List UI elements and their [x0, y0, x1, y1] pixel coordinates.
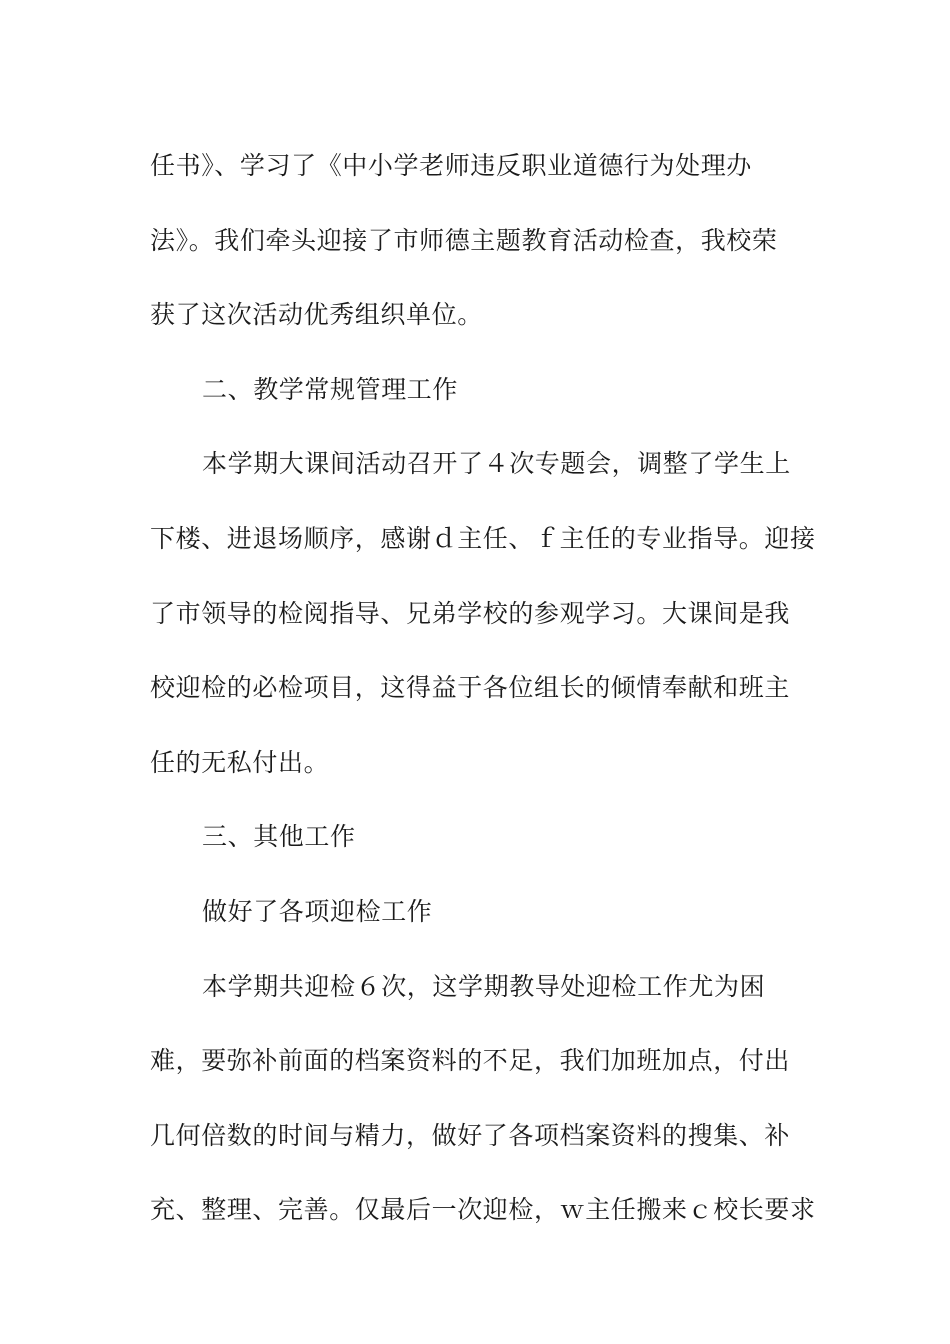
- text-line: 本学期共迎检６次，这学期教导处迎检工作尤为困: [202, 971, 766, 1001]
- text-line: 难，要弥补前面的档案资料的不足，我们加班加点，付出: [150, 1046, 791, 1076]
- subsection-heading: 做好了各项迎检工作: [202, 896, 433, 926]
- text-line: 获了这次活动优秀组织单位。: [150, 300, 483, 330]
- text-line: 了市领导的检阅指导、兄弟学校的参观学习。大课间是我: [150, 598, 791, 628]
- text-line: 校迎检的必检项目，这得益于各位组长的倾情奉献和班主: [150, 673, 791, 703]
- section-heading: 三、其他工作: [202, 822, 356, 852]
- section-heading: 二、教学常规管理工作: [202, 374, 459, 404]
- text-line: 充、整理、完善。仅最后一次迎检，ｗ主任搬来ｃ校长要求: [150, 1195, 816, 1225]
- text-line: 任的无私付出。: [150, 747, 330, 777]
- text-line: 本学期大课间活动召开了４次专题会，调整了学生上: [202, 449, 791, 479]
- text-line: 法》。我们牵头迎接了市师德主题教育活动检查，我校荣: [150, 225, 778, 255]
- text-line: 几何倍数的时间与精力，做好了各项档案资料的搜集、补: [150, 1120, 791, 1150]
- document-body: [150, 129, 816, 1248]
- text-line: 下楼、进退场顺序，感谢ｄ主任、ｆ主任的专业指导。迎接: [150, 523, 816, 553]
- text-line: 任书》、学习了《中小学老师违反职业道德行为处理办: [150, 151, 752, 180]
